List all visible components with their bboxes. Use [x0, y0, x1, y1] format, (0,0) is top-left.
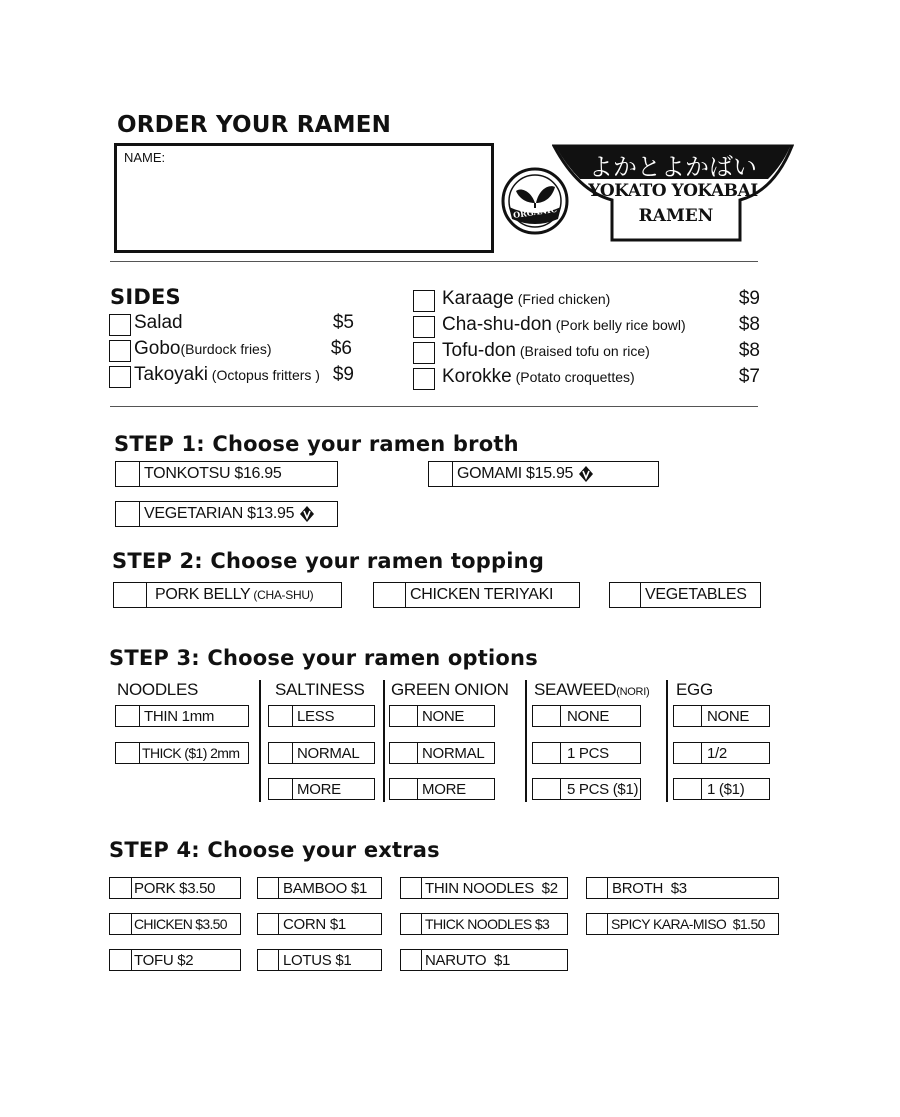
extra-label: BAMBOO $1 [283, 879, 367, 897]
extra-checkbox[interactable] [258, 878, 279, 898]
saltiness-heading: SALTINESS [275, 680, 365, 699]
vegetarian-icon [578, 465, 594, 483]
extra-option[interactable] [109, 949, 241, 971]
egg-label: 1 ($1) [707, 780, 745, 798]
extra-option[interactable] [586, 913, 779, 935]
seaweed-label: NONE [567, 707, 610, 725]
extra-option[interactable] [400, 913, 568, 935]
divider [110, 406, 758, 407]
side-item [109, 338, 359, 362]
green-onion-option[interactable] [389, 705, 495, 727]
logo-line1: YOKATO YOKABAI [588, 181, 758, 201]
egg-label: 1/2 [707, 744, 727, 762]
saltiness-option[interactable] [268, 705, 375, 727]
topping-sublabel: (CHA-SHU) [253, 588, 314, 602]
noodles-label: THIN 1mm [144, 707, 215, 725]
topping-label: PORK BELLY [155, 586, 251, 603]
seaweed-checkbox[interactable] [533, 743, 561, 763]
green-onion-heading: GREEN ONION [391, 680, 509, 699]
organic-text: ORGANIC [512, 203, 558, 221]
page-title: ORDER YOUR RAMEN [117, 112, 392, 138]
saltiness-checkbox[interactable] [269, 779, 293, 799]
egg-label: NONE [707, 707, 750, 725]
extra-label: TOFU $2 [134, 951, 194, 969]
extra-option[interactable] [257, 949, 382, 971]
extra-checkbox[interactable] [110, 914, 132, 934]
restaurant-logo [552, 143, 794, 243]
saltiness-label: MORE [297, 780, 341, 798]
column-divider [259, 680, 261, 802]
extra-label: CHICKEN $3.50 [134, 916, 227, 932]
green-onion-checkbox[interactable] [390, 743, 418, 763]
side-item [413, 288, 760, 312]
topping-checkbox[interactable] [114, 583, 147, 607]
extra-checkbox[interactable] [110, 878, 132, 898]
green-onion-label: NORMAL [422, 744, 485, 762]
extra-label: BROTH $3 [612, 879, 687, 897]
egg-heading: EGG [676, 680, 713, 699]
topping-checkbox[interactable] [374, 583, 406, 607]
topping-checkbox[interactable] [610, 583, 641, 607]
side-item [413, 314, 760, 338]
seaweed-label: 1 PCS [567, 744, 609, 762]
egg-option[interactable] [673, 778, 770, 800]
extra-label: NARUTO $1 [425, 951, 511, 969]
side-price: $6 [330, 338, 352, 359]
seaweed-checkbox[interactable] [533, 779, 561, 799]
noodles-label: THICK ($1) 2mm [142, 745, 240, 761]
side-name: Tofu-don [442, 340, 516, 361]
egg-checkbox[interactable] [674, 706, 702, 726]
side-desc: (Fried chicken) [513, 291, 611, 307]
extra-label: LOTUS $1 [283, 951, 352, 969]
extra-label: THICK NOODLES $3 [425, 916, 550, 932]
step2-title: STEP 2: Choose your ramen topping [112, 549, 545, 573]
extra-option[interactable] [257, 877, 382, 899]
logo-japanese: よかとよかばい [589, 153, 757, 181]
side-name: Takoyaki [134, 364, 208, 385]
column-divider [666, 680, 668, 802]
side-name: Cha-shu-don [442, 314, 552, 335]
extra-checkbox[interactable] [401, 914, 422, 934]
side-name: Gobo [134, 338, 181, 359]
green-onion-option[interactable] [389, 742, 495, 764]
topping-option[interactable] [113, 582, 342, 608]
side-price: $7 [738, 366, 760, 387]
broth-checkbox[interactable] [429, 462, 453, 486]
step4-title: STEP 4: Choose your extras [109, 838, 440, 862]
logo-line2: RAMEN [638, 206, 714, 226]
broth-label: VEGETARIAN $13.95 [144, 505, 295, 522]
seaweed-heading: SEAWEED(NORI) [534, 680, 650, 699]
seaweed-option[interactable] [532, 742, 641, 764]
broth-option[interactable] [115, 461, 338, 487]
extra-checkbox[interactable] [258, 914, 279, 934]
step1-title: STEP 1: Choose your ramen broth [114, 432, 519, 456]
side-item [413, 366, 760, 390]
green-onion-checkbox[interactable] [390, 779, 418, 799]
topping-option[interactable] [373, 582, 580, 608]
side-checkbox[interactable] [109, 366, 131, 388]
side-item [413, 340, 760, 364]
column-divider [525, 680, 527, 802]
column-divider [383, 680, 385, 802]
saltiness-label: LESS [297, 707, 335, 725]
broth-option[interactable] [115, 501, 338, 527]
topping-label: VEGETABLES [645, 586, 747, 603]
side-checkbox[interactable] [413, 316, 435, 338]
extra-checkbox[interactable] [587, 914, 608, 934]
side-checkbox[interactable] [413, 368, 435, 390]
seaweed-option[interactable] [532, 705, 641, 727]
noodles-heading: NOODLES [117, 680, 199, 699]
broth-checkbox[interactable] [116, 502, 140, 526]
green-onion-label: NONE [422, 707, 465, 725]
side-price: $8 [738, 340, 760, 361]
step3-title: STEP 3: Choose your ramen options [109, 646, 538, 670]
extra-checkbox[interactable] [587, 878, 608, 898]
broth-label: GOMAMI $15.95 [457, 465, 574, 482]
egg-checkbox[interactable] [674, 743, 702, 763]
side-price: $9 [332, 364, 354, 385]
noodles-checkbox[interactable] [116, 743, 140, 763]
extra-option[interactable] [109, 913, 241, 935]
side-checkbox[interactable] [413, 290, 435, 312]
noodles-option[interactable] [115, 742, 249, 764]
topping-option[interactable] [609, 582, 761, 608]
broth-option[interactable] [428, 461, 659, 487]
extra-label: THIN NOODLES $2 [425, 879, 558, 897]
green-onion-checkbox[interactable] [390, 706, 418, 726]
noodles-option[interactable] [115, 705, 249, 727]
side-checkbox[interactable] [109, 314, 131, 336]
saltiness-label: NORMAL [297, 744, 360, 762]
extra-checkbox[interactable] [401, 950, 422, 970]
divider [110, 261, 758, 262]
seaweed-checkbox[interactable] [533, 706, 561, 726]
side-desc: (Potato croquettes) [511, 369, 635, 385]
side-price: $8 [738, 314, 760, 335]
saltiness-checkbox[interactable] [269, 706, 293, 726]
green-onion-option[interactable] [389, 778, 495, 800]
broth-checkbox[interactable] [116, 462, 140, 486]
extra-checkbox[interactable] [401, 878, 422, 898]
extra-checkbox[interactable] [110, 950, 132, 970]
side-checkbox[interactable] [109, 340, 131, 362]
saltiness-checkbox[interactable] [269, 743, 293, 763]
side-desc: (Octopus fritters ) [207, 367, 320, 383]
extra-option[interactable] [257, 913, 382, 935]
extra-label: PORK $3.50 [134, 879, 216, 897]
broth-label: TONKOTSU $16.95 [144, 465, 282, 482]
side-item [109, 312, 359, 336]
egg-option[interactable] [673, 705, 770, 727]
side-name: Salad [134, 312, 183, 333]
saltiness-option[interactable] [268, 778, 375, 800]
topping-label: CHICKEN TERIYAKI [410, 586, 554, 603]
seaweed-option[interactable] [532, 778, 641, 800]
noodles-checkbox[interactable] [116, 706, 140, 726]
egg-checkbox[interactable] [674, 779, 702, 799]
green-onion-label: MORE [422, 780, 466, 798]
egg-option[interactable] [673, 742, 770, 764]
side-desc: (Braised tofu on rice) [515, 343, 650, 359]
sides-title: SIDES [110, 285, 181, 309]
extra-option[interactable] [586, 877, 779, 899]
seaweed-label: 5 PCS ($1) [567, 780, 639, 798]
extra-option[interactable] [109, 877, 241, 899]
name-field[interactable] [114, 143, 494, 253]
extra-label: SPICY KARA-MISO $1.50 [611, 916, 765, 932]
extra-option[interactable] [400, 949, 568, 971]
side-desc: (Burdock fries) [180, 341, 272, 357]
extra-option[interactable] [400, 877, 568, 899]
side-name: Karaage [442, 288, 514, 309]
extra-checkbox[interactable] [258, 950, 279, 970]
saltiness-option[interactable] [268, 742, 375, 764]
vegetarian-icon [299, 505, 315, 523]
name-label: NAME: [124, 150, 166, 165]
side-price: $5 [332, 312, 354, 333]
side-name: Korokke [442, 366, 512, 387]
extra-label: CORN $1 [283, 915, 346, 933]
side-checkbox[interactable] [413, 342, 435, 364]
side-desc: (Pork belly rice bowl) [551, 317, 686, 333]
side-item [109, 364, 359, 388]
side-price: $9 [738, 288, 760, 309]
